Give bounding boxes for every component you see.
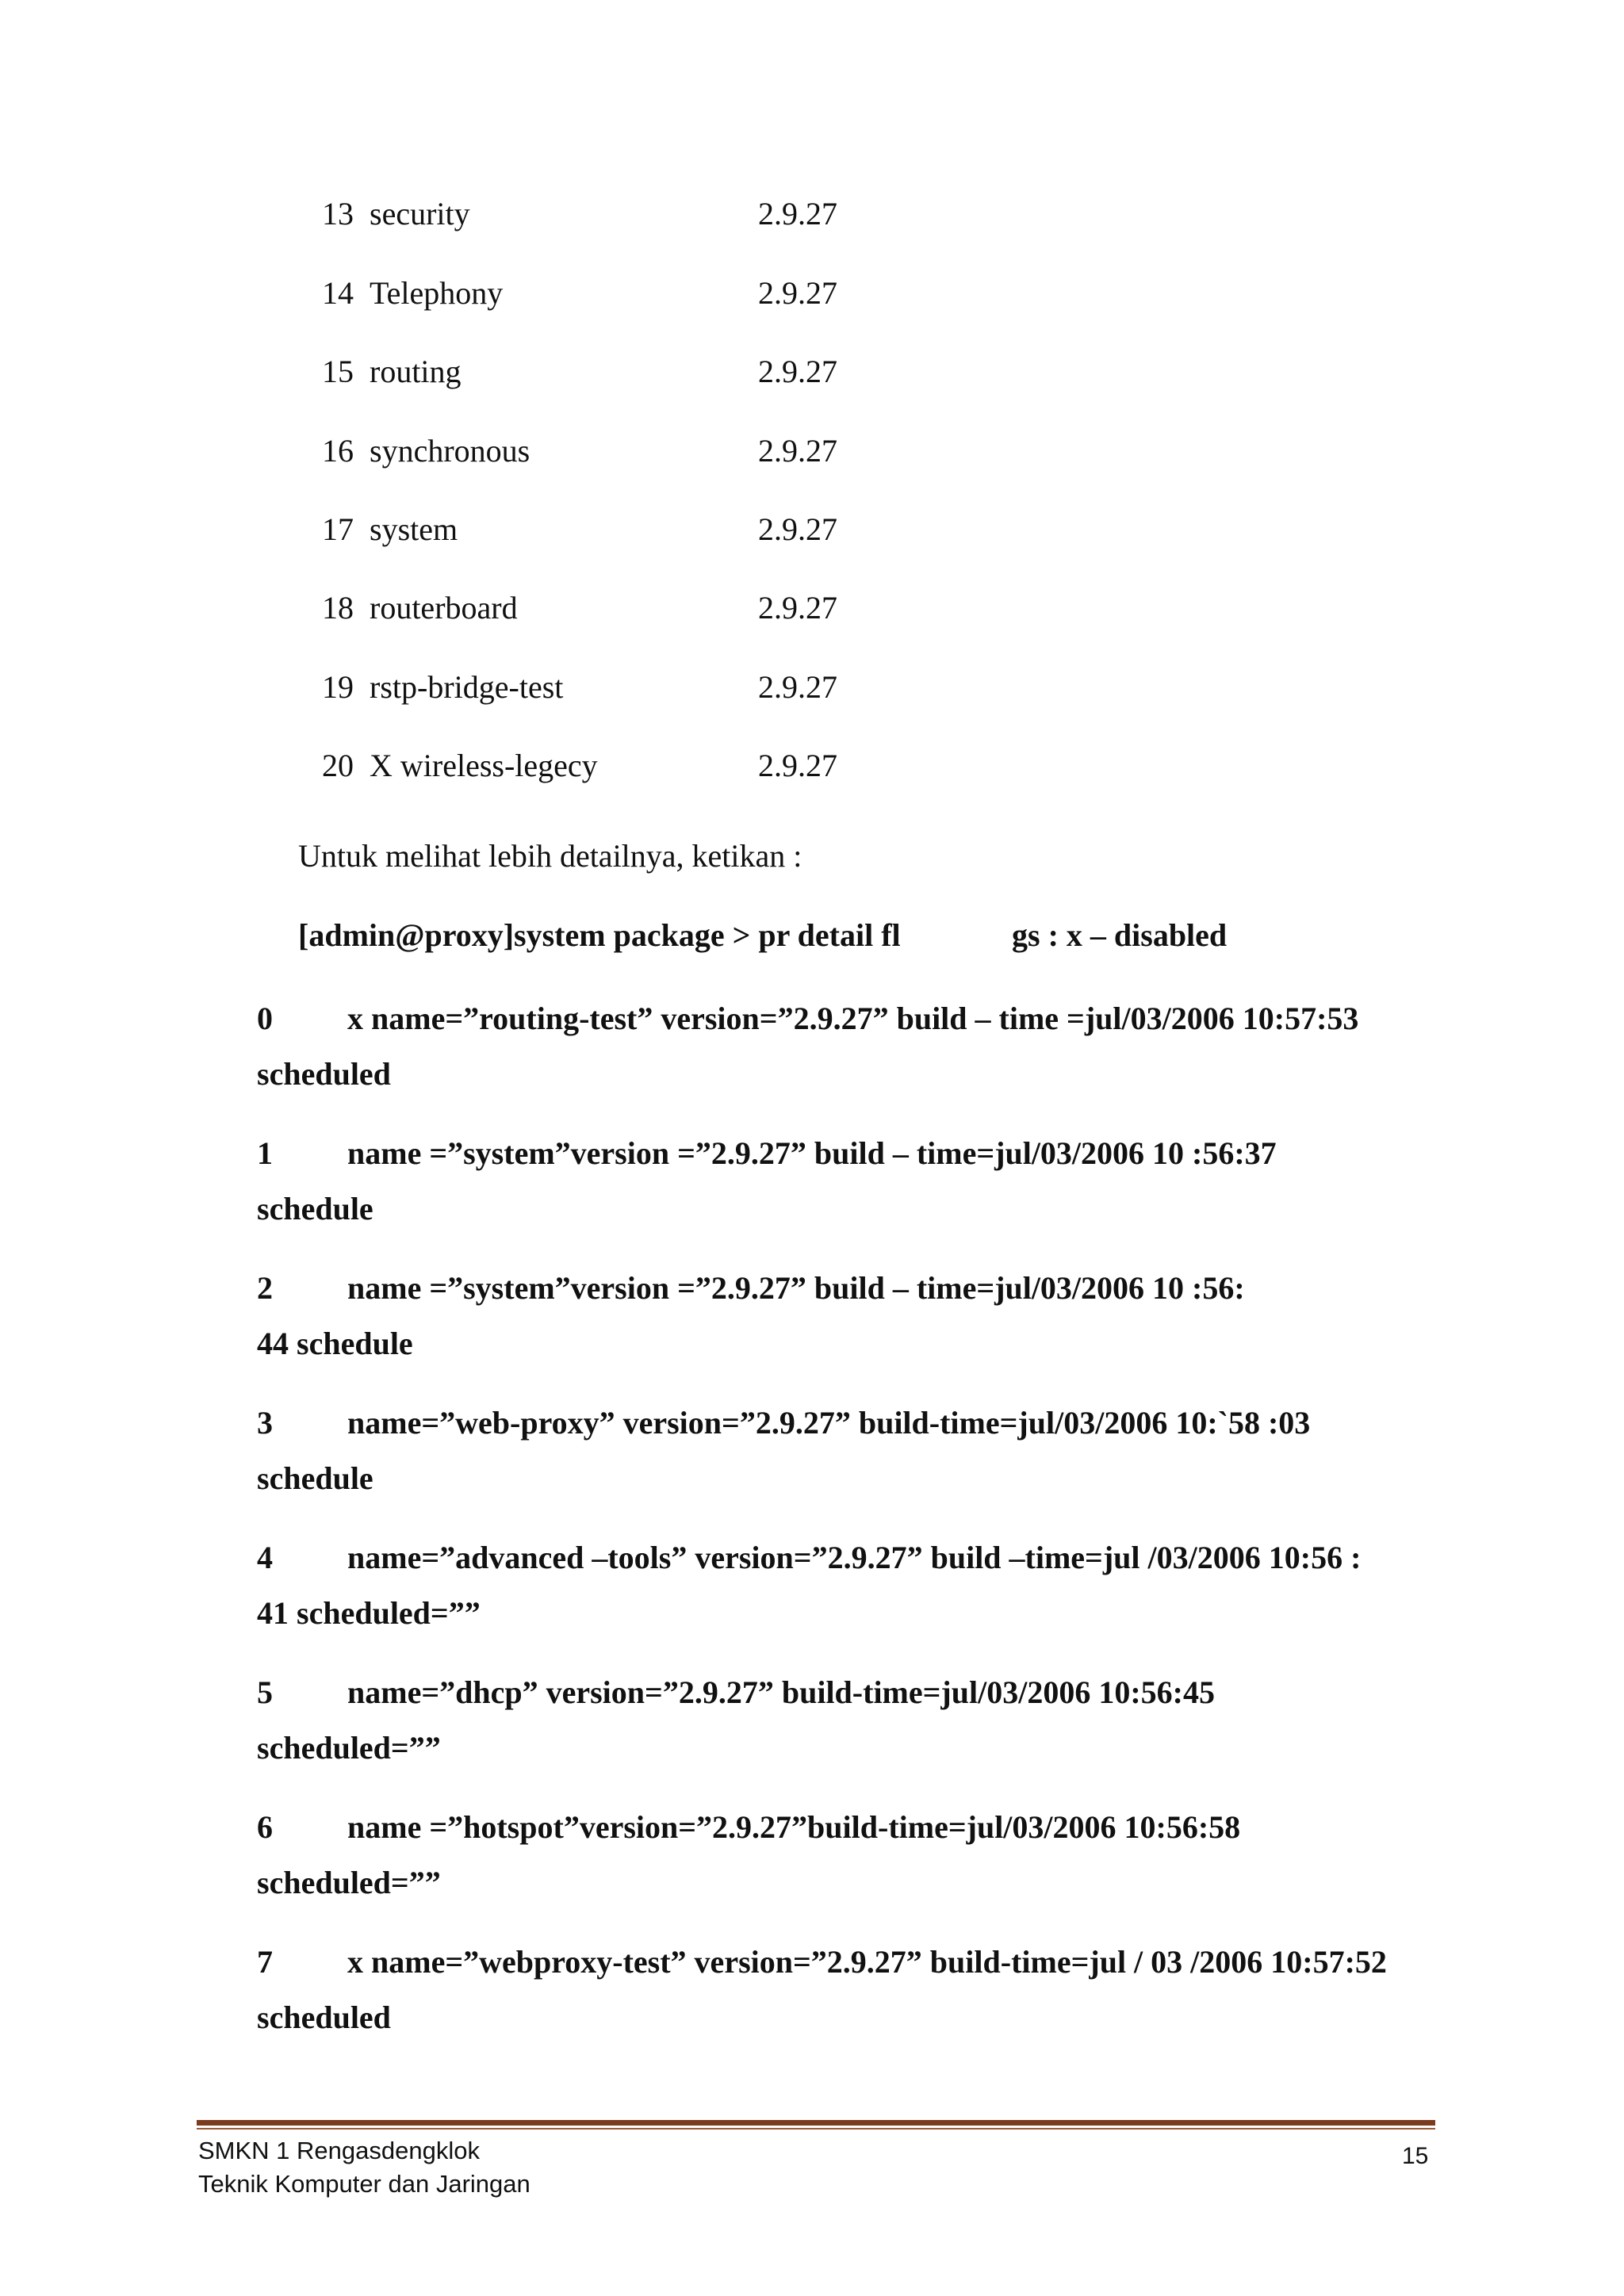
package-name: Telephony: [370, 275, 504, 311]
package-version: 2.9.27: [758, 590, 837, 626]
detail-index: 6: [257, 1809, 273, 1845]
detail-continuation: 44 schedule: [257, 1326, 413, 1361]
detail-continuation: scheduled=””: [257, 1730, 441, 1766]
page-number: 15: [1402, 2143, 1429, 2169]
package-name: routing: [370, 354, 462, 389]
package-name: X wireless-legecy: [370, 748, 598, 783]
command-head: [admin@proxy]system package > pr detail fl: [298, 917, 901, 953]
detail-entry: [257, 1395, 1446, 1506]
package-version: 2.9.27: [758, 748, 837, 783]
package-number: 17: [322, 511, 354, 547]
detail-entry: [257, 991, 1446, 1102]
detail-index: 2: [257, 1270, 273, 1306]
package-version: 2.9.27: [758, 433, 837, 469]
detail-index: 5: [257, 1674, 273, 1710]
detail-index: 3: [257, 1405, 273, 1441]
detail-index: 0: [257, 1001, 273, 1036]
footer-school: SMKN 1 Rengasdengklok: [198, 2137, 480, 2164]
detail-entry: [257, 1261, 1446, 1372]
detail-continuation: schedule: [257, 1460, 373, 1496]
detail-line: name=”web-proxy” version=”2.9.27” build-time=jul/03/2006 10:`58 :03: [347, 1405, 1311, 1441]
detail-line: name =”hotspot”version=”2.9.27”build-time=jul/03/2006 10:56:58: [347, 1809, 1241, 1845]
detail-index: 1: [257, 1135, 273, 1171]
detail-index: 4: [257, 1540, 273, 1575]
detail-line: name =”system”version =”2.9.27” build – time=jul/03/2006 10 :56:37: [347, 1135, 1277, 1171]
detail-entry: [257, 1934, 1446, 2045]
detail-entry: [257, 1665, 1446, 1776]
detail-line: name=”advanced –tools” version=”2.9.27” build –time=jul /03/2006 10:56 :: [347, 1540, 1362, 1575]
footer-rule: [197, 2120, 1435, 2126]
detail-continuation: 41 scheduled=””: [257, 1595, 481, 1631]
detail-line: x name=”routing-test” version=”2.9.27” build – time =jul/03/2006 10:57:53: [347, 1001, 1359, 1036]
detail-continuation: scheduled: [257, 1056, 391, 1092]
package-name: rstp-bridge-test: [370, 669, 564, 705]
footer-info: [198, 2134, 530, 2201]
intro-text: Untuk melihat lebih detailnya, ketikan :: [298, 838, 802, 874]
package-version: 2.9.27: [758, 275, 837, 311]
package-version: 2.9.27: [758, 669, 837, 705]
package-number: 20: [322, 748, 354, 783]
package-name: synchronous: [370, 433, 530, 469]
footer-rule-thin: [197, 2128, 1435, 2130]
command-line: [298, 912, 1228, 959]
detail-line: name =”system”version =”2.9.27” build – time=jul/03/2006 10 :56:: [347, 1270, 1245, 1306]
package-name: system: [370, 511, 458, 547]
detail-line: x name=”webproxy-test” version=”2.9.27” build-time=jul / 03 /2006 10:57:52: [347, 1944, 1387, 1980]
detail-index: 7: [257, 1944, 273, 1980]
detail-entry: [257, 1126, 1446, 1237]
package-version: 2.9.27: [758, 196, 837, 232]
package-version: 2.9.27: [758, 354, 837, 389]
detail-continuation: schedule: [257, 1191, 373, 1226]
detail-continuation: scheduled=””: [257, 1865, 441, 1900]
package-number: 13: [322, 196, 354, 232]
detail-entry: [257, 1800, 1446, 1911]
command-tail: gs : x – disabled: [1012, 917, 1228, 953]
footer-department: Teknik Komputer dan Jaringan: [198, 2170, 530, 2198]
package-number: 16: [322, 433, 354, 469]
detail-line: name=”dhcp” version=”2.9.27” build-time=jul/03/2006 10:56:45: [347, 1674, 1215, 1710]
package-name: security: [370, 196, 470, 232]
detail-entry: [257, 1530, 1446, 1641]
package-version: 2.9.27: [758, 511, 837, 547]
package-number: 19: [322, 669, 354, 705]
package-name: routerboard: [370, 590, 518, 626]
package-number: 15: [322, 354, 354, 389]
package-number: 18: [322, 590, 354, 626]
package-number: 14: [322, 275, 354, 311]
detail-continuation: scheduled: [257, 1999, 391, 2035]
